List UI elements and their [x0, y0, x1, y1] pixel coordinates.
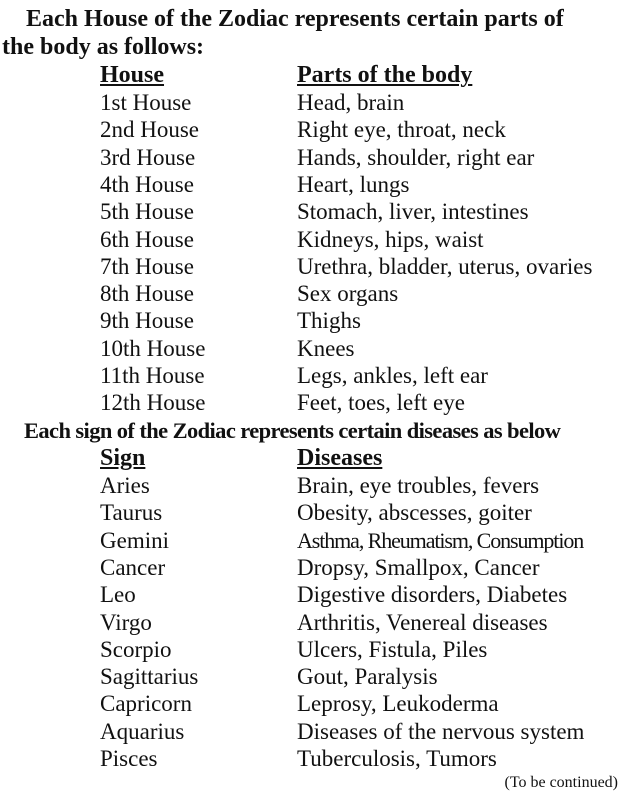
house-cell: 8th House	[100, 281, 194, 307]
table-row	[0, 663, 620, 690]
parts-cell: Urethra, bladder, uterus, ovaries	[297, 253, 593, 279]
diseases-cell: Gout, Paralysis	[297, 664, 438, 690]
sign-cell: Leo	[100, 582, 136, 608]
table-row	[0, 636, 620, 663]
sign-cell: Scorpio	[100, 636, 172, 662]
body-parts-column-header: Parts of the body	[297, 62, 473, 88]
sign-cell: Capricorn	[100, 691, 192, 717]
parts-cell: Thighs	[297, 308, 361, 334]
parts-cell: Feet, toes, left eye	[297, 390, 465, 416]
table-row	[0, 499, 620, 526]
parts-cell: Right eye, throat, neck	[297, 117, 506, 143]
sign-cell: Pisces	[100, 746, 158, 771]
diseases-cell: Ulcers, Fistula, Piles	[297, 636, 488, 662]
parts-cell: Knees	[297, 335, 355, 361]
sign-cell: Aries	[100, 473, 150, 498]
table-row	[0, 171, 620, 198]
diseases-cell: Obesity, abscesses, goiter	[297, 500, 532, 526]
sign-cell: Cancer	[100, 554, 166, 580]
parts-cell: Head, brain	[297, 90, 405, 115]
table-row	[0, 554, 620, 581]
house-cell: 1st House	[100, 90, 192, 115]
sign-cell: Aquarius	[100, 718, 185, 744]
parts-cell: Legs, ankles, left ear	[297, 363, 488, 388]
house-cell: 12th House	[100, 390, 206, 416]
houses-heading-line1: Each House of the Zodiac represents certain parts of	[26, 6, 564, 32]
diseases-cell: Tuberculosis, Tumors	[297, 746, 497, 771]
house-cell: 3rd House	[100, 144, 196, 170]
table-row	[0, 89, 620, 116]
table-row	[0, 745, 620, 772]
table-row	[0, 335, 620, 362]
table-row	[0, 690, 620, 717]
parts-cell: Sex organs	[297, 281, 399, 307]
table-row	[0, 116, 620, 143]
diseases-cell: Asthma, Rheumatism, Consumption	[297, 527, 584, 553]
house-cell: 7th House	[100, 253, 194, 279]
sign-cell: Sagittarius	[100, 664, 199, 690]
house-cell: 4th House	[100, 171, 194, 197]
to-be-continued-note: (To be continued)	[504, 774, 618, 791]
table-row	[0, 609, 620, 636]
table-row	[0, 253, 620, 280]
diseases-cell: Leprosy, Leukoderma	[297, 691, 499, 717]
sign-cell: Virgo	[100, 609, 152, 635]
diseases-cell: Diseases of the nervous system	[297, 718, 585, 744]
house-cell: 2nd House	[100, 117, 200, 143]
house-cell: 6th House	[100, 226, 194, 252]
table-row	[0, 472, 620, 499]
table-row	[0, 198, 620, 225]
table-row	[0, 527, 620, 554]
diseases-column-header: Diseases	[297, 445, 383, 471]
sign-cell: Taurus	[100, 500, 163, 526]
table-row	[0, 280, 620, 307]
table-row	[0, 226, 620, 253]
table-row	[0, 389, 620, 416]
parts-cell: Heart, lungs	[297, 171, 410, 197]
house-cell: 5th House	[100, 199, 194, 225]
diseases-cell: Brain, eye troubles, fevers	[297, 473, 540, 498]
table-row	[0, 362, 620, 389]
diseases-cell: Dropsy, Smallpox, Cancer	[297, 554, 540, 580]
houses-heading-line2: the body as follows:	[2, 34, 205, 60]
parts-cell: Hands, shoulder, right ear	[297, 144, 535, 170]
sign-column-header: Sign	[100, 445, 146, 471]
diseases-cell: Digestive disorders, Diabetes	[297, 582, 568, 608]
signs-heading: Each sign of the Zodiac represents certain diseases as below	[24, 418, 561, 443]
sign-cell: Gemini	[100, 527, 169, 553]
table-row	[0, 307, 620, 334]
diseases-cell: Arthritis, Venereal diseases	[297, 609, 548, 635]
house-cell: 9th House	[100, 308, 194, 334]
table-row	[0, 581, 620, 608]
house-cell: 11th House	[100, 363, 205, 388]
table-row	[0, 718, 620, 745]
parts-cell: Kidneys, hips, waist	[297, 226, 484, 252]
house-cell: 10th House	[100, 335, 206, 361]
house-column-header: House	[100, 62, 165, 88]
table-row	[0, 144, 620, 171]
parts-cell: Stomach, liver, intestines	[297, 199, 529, 225]
